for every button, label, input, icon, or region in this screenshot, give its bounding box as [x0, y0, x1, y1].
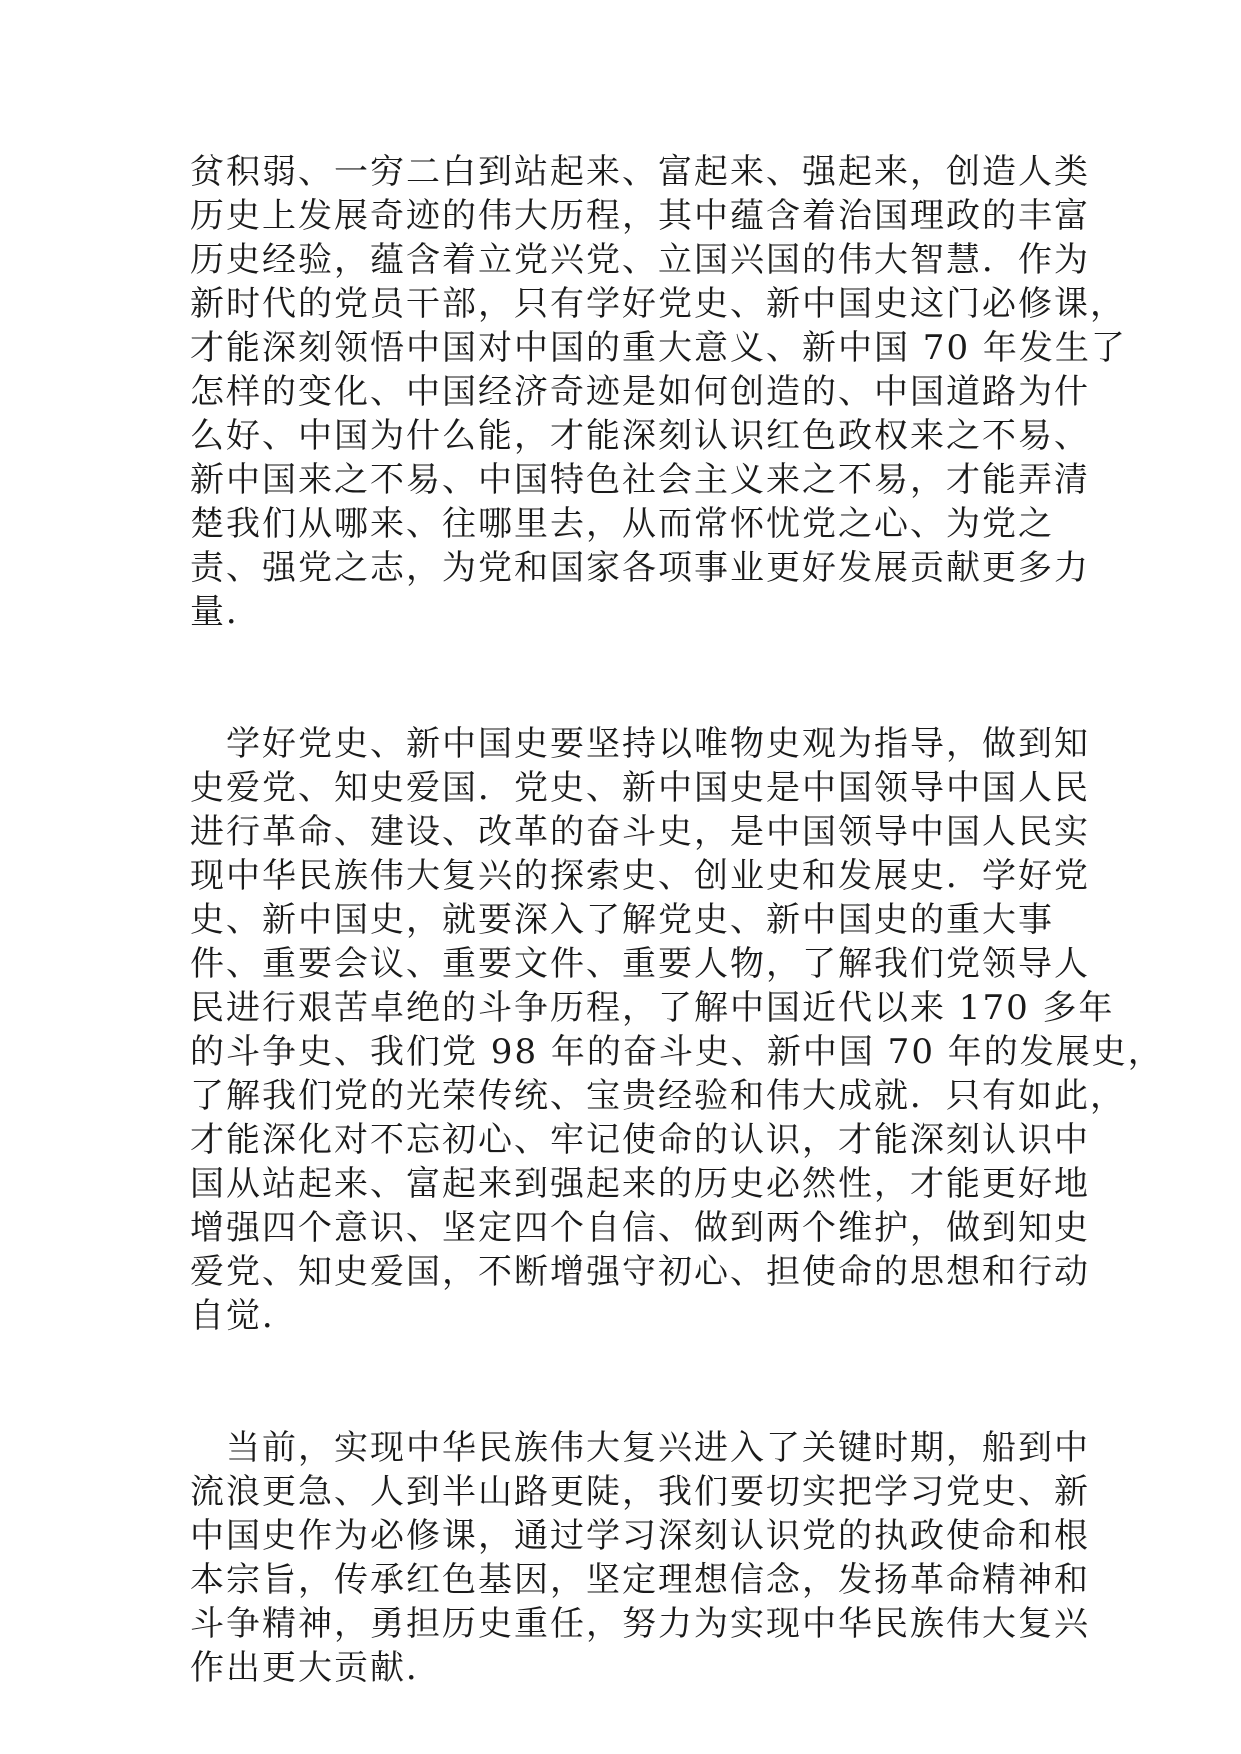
- text-line: 爱党、知史爱国，不断增强守初心、担使命的思想和行动: [190, 1252, 1090, 1292]
- text-line: 学好党史、新中国史要坚持以唯物史观为指导，做到知: [190, 724, 1090, 764]
- text-line: 中国史作为必修课，通过学习深刻认识党的执政使命和根: [190, 1516, 1090, 1556]
- text-line: 进行革命、建设、改革的奋斗史，是中国领导中国人民实: [190, 812, 1090, 852]
- text-line: 量．: [190, 592, 262, 632]
- text-line: 才能深化对不忘初心、牢记使命的认识，才能深刻认识中: [190, 1120, 1090, 1160]
- text-line: 现中华民族伟大复兴的探索史、创业史和发展史．学好党: [190, 856, 1090, 896]
- text-line: 增强四个意识、坚定四个自信、做到两个维护，做到知史: [190, 1208, 1090, 1248]
- text-line: 国从站起来、富起来到强起来的历史必然性，才能更好地: [190, 1164, 1090, 1204]
- text-line: 才能深刻领悟中国对中国的重大意义、新中国 70 年发生了: [190, 328, 1127, 368]
- text-line: 的斗争史、我们党 98 年的奋斗史、新中国 70 年的发展史，: [190, 1032, 1164, 1072]
- text-line: 流浪更急、人到半山路更陡，我们要切实把学习党史、新: [190, 1472, 1090, 1512]
- text-line: 贫积弱、一穷二白到站起来、富起来、强起来，创造人类: [190, 152, 1090, 192]
- paragraph-2: [190, 722, 1164, 1338]
- text-line: 新中国来之不易、中国特色社会主义来之不易，才能弄清: [190, 460, 1090, 500]
- document-body: [190, 150, 1164, 1690]
- paragraph-1: [190, 150, 1127, 634]
- text-line: 么好、中国为什么能，才能深刻认识红色政权来之不易、: [190, 416, 1090, 456]
- text-line: 作出更大贡献．: [190, 1648, 442, 1688]
- paragraph-spacer: [190, 1338, 1070, 1426]
- text-line: 历史经验，蕴含着立党兴党、立国兴国的伟大智慧．作为: [190, 240, 1090, 280]
- paragraph-3: [190, 1426, 1090, 1690]
- text-line: 历史上发展奇迹的伟大历程，其中蕴含着治国理政的丰富: [190, 196, 1090, 236]
- text-line: 史爱党、知史爱国．党史、新中国史是中国领导中国人民: [190, 768, 1090, 808]
- text-line: 自觉．: [190, 1296, 298, 1336]
- text-line: 楚我们从哪来、往哪里去，从而常怀忧党之心、为党之: [190, 504, 1054, 544]
- text-line: 件、重要会议、重要文件、重要人物，了解我们党领导人: [190, 944, 1090, 984]
- text-line: 新时代的党员干部，只有学好党史、新中国史这门必修课，: [190, 284, 1126, 324]
- text-line: 史、新中国史，就要深入了解党史、新中国史的重大事: [190, 900, 1054, 940]
- text-line: 斗争精神，勇担历史重任，努力为实现中华民族伟大复兴: [190, 1604, 1090, 1644]
- text-line: 怎样的变化、中国经济奇迹是如何创造的、中国道路为什: [190, 372, 1090, 412]
- text-line: 当前，实现中华民族伟大复兴进入了关键时期，船到中: [190, 1428, 1090, 1468]
- text-line: 责、强党之志，为党和国家各项事业更好发展贡献更多力: [190, 548, 1090, 588]
- paragraph-spacer: [190, 634, 1070, 722]
- text-line: 本宗旨，传承红色基因，坚定理想信念，发扬革命精神和: [190, 1560, 1090, 1600]
- text-line: 民进行艰苦卓绝的斗争历程，了解中国近代以来 170 多年: [190, 988, 1115, 1028]
- text-line: 了解我们党的光荣传统、宝贵经验和伟大成就．只有如此，: [190, 1076, 1126, 1116]
